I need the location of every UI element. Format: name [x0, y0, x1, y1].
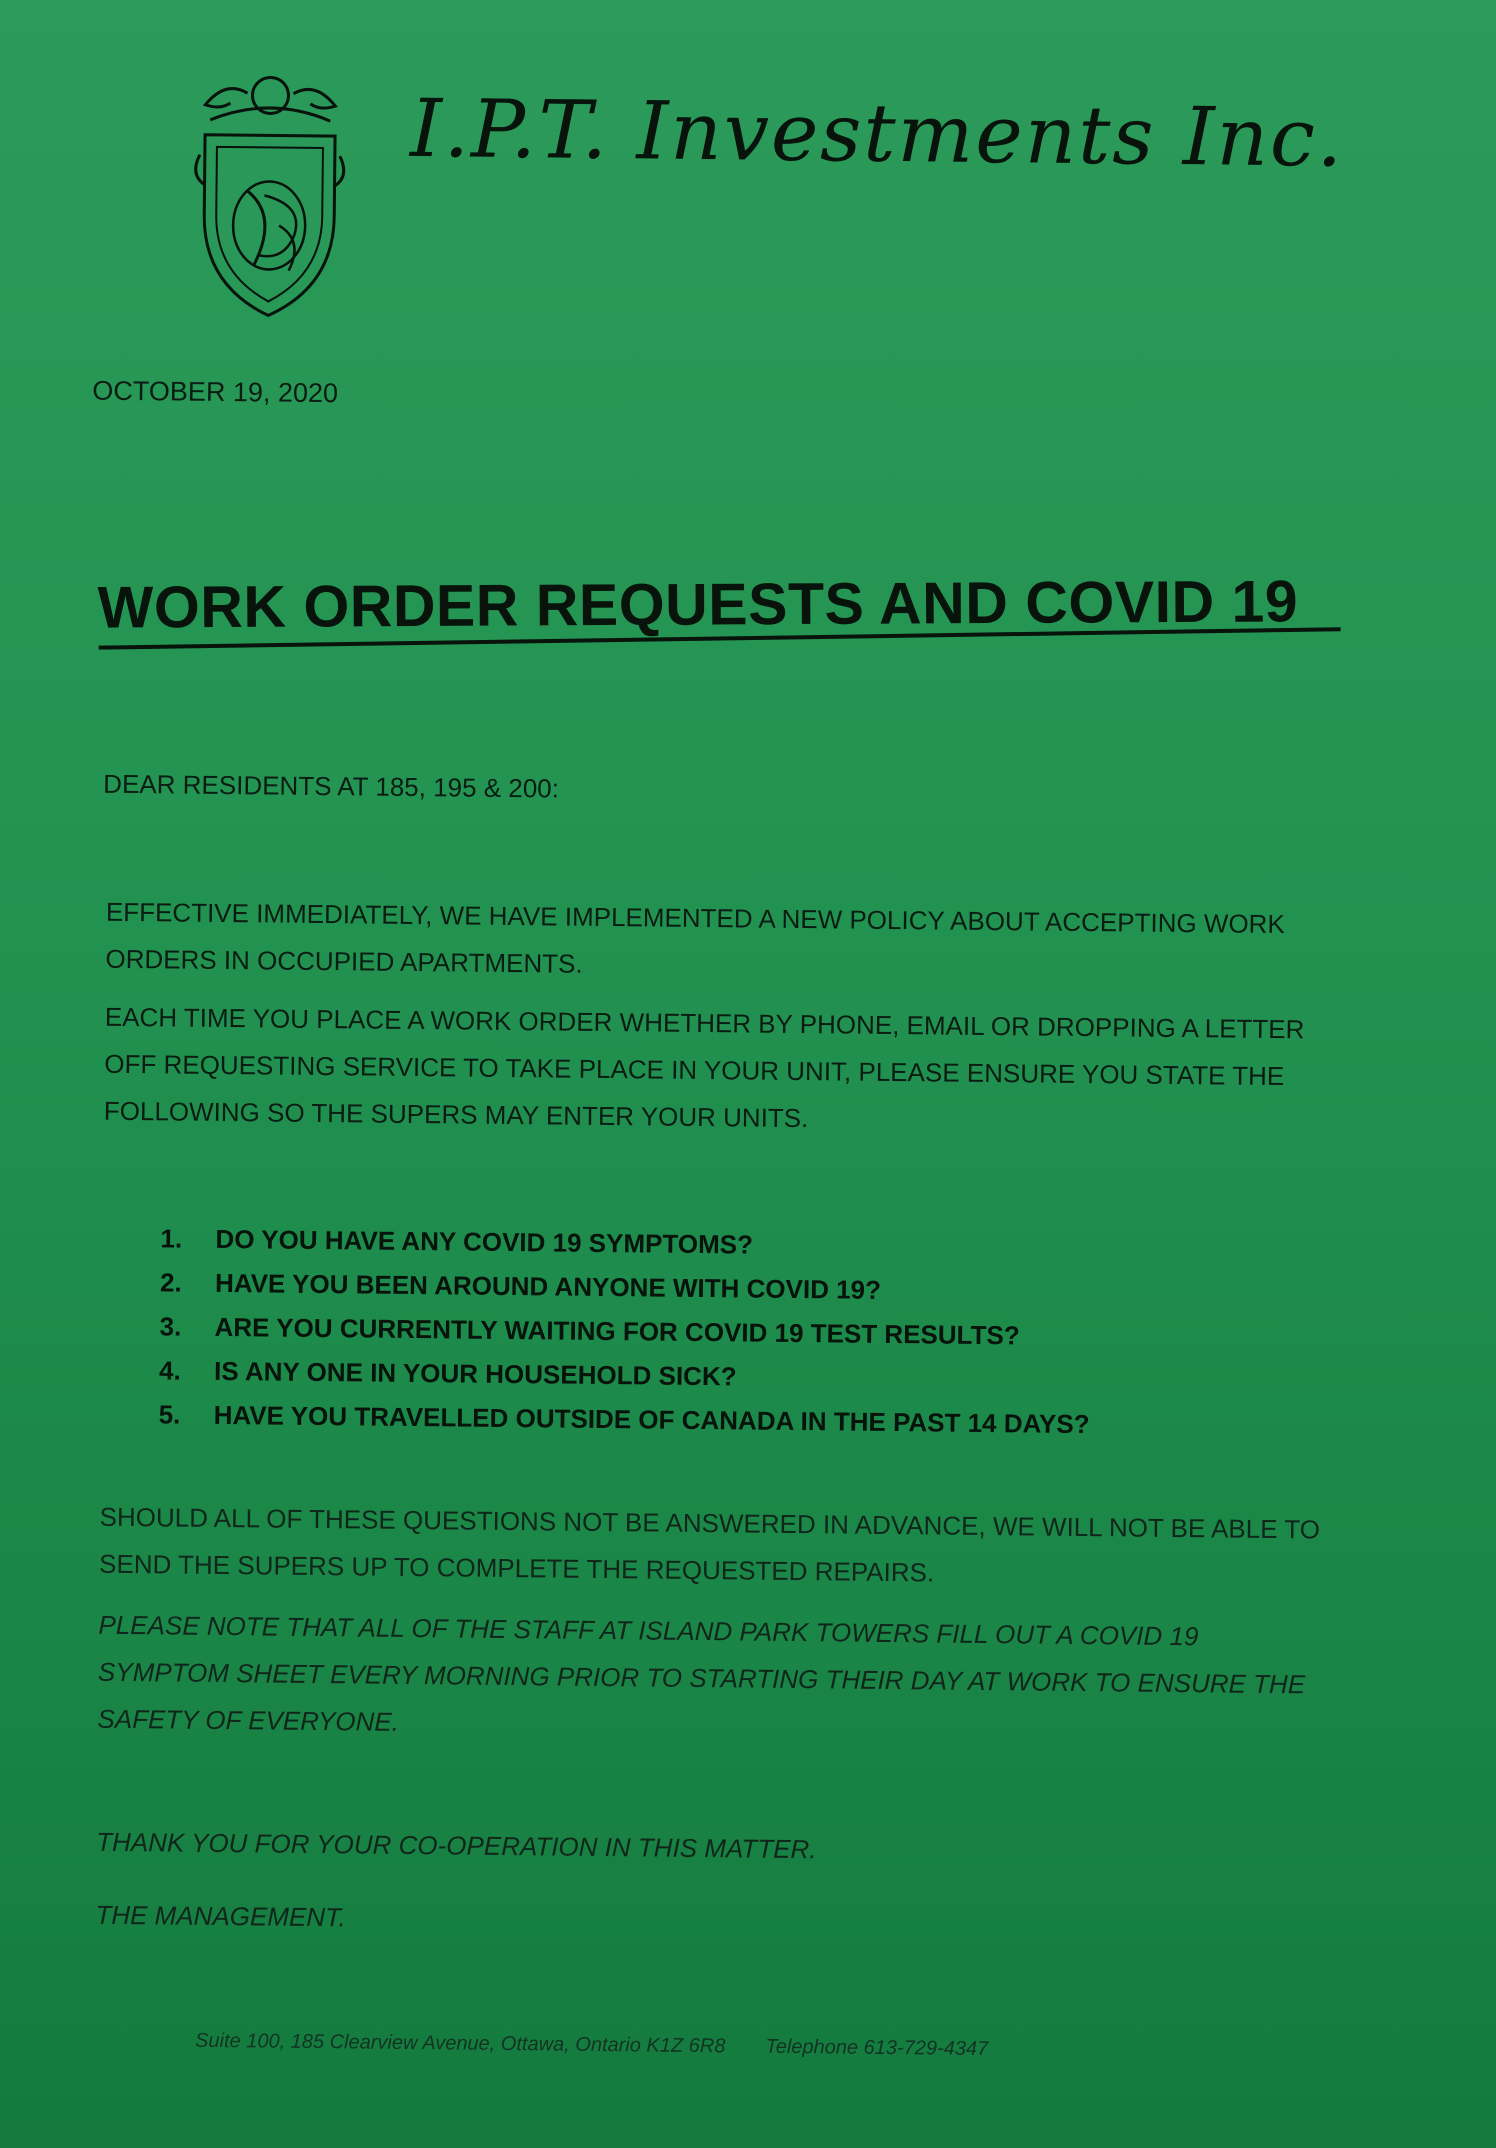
closing-thanks: THANK YOU FOR YOUR CO-OPERATION IN THIS MATTER.	[96, 1826, 817, 1865]
signature-management: THE MANAGEMENT.	[95, 1899, 346, 1933]
paragraph-line: OFF REQUESTING SERVICE TO TAKE PLACE IN YOUR UNIT, PLEASE ENSURE YOU STATE THE	[104, 1048, 1285, 1092]
salutation: DEAR RESIDENTS AT 185, 195 & 200:	[103, 768, 560, 804]
paragraph-line: EACH TIME YOU PLACE A WORK ORDER WHETHER BY PHONE, EMAIL OR DROPPING A LETTER	[104, 1001, 1305, 1045]
footer-address: Suite 100, 185 Clearview Avenue, Ottawa, Ontario K1Z 6R8	[195, 2029, 726, 2058]
company-crest-logo	[183, 65, 356, 327]
paragraph-instructions	[104, 994, 1405, 1149]
company-name: I.P.T. Investments Inc.	[409, 81, 1345, 185]
paragraph-line: EFFECTIVE IMMEDIATELY, WE HAVE IMPLEMENTED A NEW POLICY ABOUT ACCEPTING WORK	[105, 896, 1285, 940]
list-item-number: 4.	[158, 1355, 181, 1386]
paragraph-staff-note	[97, 1602, 1398, 1757]
list-item-text: DO YOU HAVE ANY COVID 19 SYMPTOMS?	[215, 1223, 754, 1260]
paragraph-line: FOLLOWING SO THE SUPERS MAY ENTER YOUR UNITS.	[103, 1095, 809, 1134]
paragraph-warning	[99, 1494, 1400, 1602]
list-item-number: 5.	[158, 1399, 181, 1430]
footer-phone: Telephone 613-729-4347	[765, 2035, 989, 2061]
list-item-number: 1.	[160, 1223, 183, 1254]
list-item-text: ARE YOU CURRENTLY WAITING FOR COVID 19 TEST RESULTS?	[214, 1311, 1020, 1351]
paragraph-policy	[105, 889, 1406, 997]
list-item-number: 3.	[159, 1311, 182, 1342]
list-item-text: IS ANY ONE IN YOUR HOUSEHOLD SICK?	[213, 1355, 737, 1392]
list-item-text: HAVE YOU TRAVELLED OUTSIDE OF CANADA IN THE PAST 14 DAYS?	[213, 1399, 1090, 1440]
paragraph-line: SAFETY OF EVERYONE.	[97, 1703, 400, 1737]
letter-footer	[195, 2030, 988, 2061]
paragraph-line: SHOULD ALL OF THESE QUESTIONS NOT BE ANSWERED IN ADVANCE, WE WILL NOT BE ABLE TO	[99, 1501, 1321, 1545]
paragraph-line: SEND THE SUPERS UP TO COMPLETE THE REQUESTED REPAIRS.	[98, 1548, 935, 1588]
letter-title: WORK ORDER REQUESTS AND COVID 19	[97, 568, 1299, 641]
screening-questions-list	[158, 1216, 1091, 1446]
list-item-number: 2.	[159, 1267, 182, 1298]
letter-date: OCTOBER 19, 2020	[92, 375, 339, 409]
list-item-text: HAVE YOU BEEN AROUND ANYONE WITH COVID 19?	[214, 1267, 882, 1305]
paragraph-line: PLEASE NOTE THAT ALL OF THE STAFF AT ISLAND PARK TOWERS FILL OUT A COVID 19	[98, 1609, 1199, 1652]
paragraph-line: ORDERS IN OCCUPIED APARTMENTS.	[105, 943, 583, 979]
paragraph-line: SYMPTOM SHEET EVERY MORNING PRIOR TO STARTING THEIR DAY AT WORK TO ENSURE THE	[97, 1656, 1306, 1700]
list-item	[158, 1392, 1089, 1446]
